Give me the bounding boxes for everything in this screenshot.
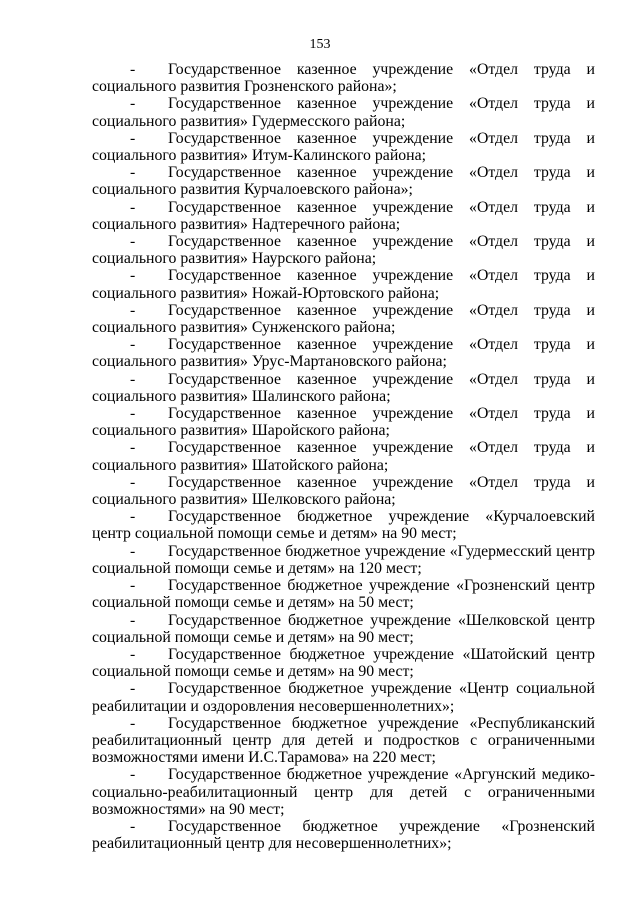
list-dash: - (130, 611, 136, 629)
list-dash: - (130, 198, 136, 216)
list-item-text: Государственное казенное учреждение «Отдел труда и социального развития» Урус-Мартановского района; (92, 336, 595, 371)
list-dash: - (130, 577, 136, 595)
list-dash: - (130, 95, 136, 113)
list-item-text: Государственное казенное учреждение «Отдел труда и социального развития» Шелковского района; (92, 473, 595, 509)
list-item-text: Государственное казенное учреждение «Отдел труда и социального развития» Шалинского района; (92, 370, 595, 405)
list-item (92, 130, 595, 164)
list-dash: - (130, 405, 136, 423)
list-item (92, 61, 595, 95)
list-item (92, 405, 595, 439)
list-item-text: Государственное бюджетное учреждение «Республиканский реабилитационный центр для детей и подростков с ограниченными возможностями имени И.С.Тарамова» на 220 мест; (92, 714, 595, 767)
list-item-text: Государственное бюджетное учреждение «Курчалоевский центр социальной помощи семье и детям» на 90 мест; (92, 508, 595, 543)
list-dash: - (130, 370, 136, 388)
list-dash: - (130, 164, 136, 182)
list-dash: - (130, 766, 136, 784)
list-item (92, 336, 595, 370)
list-item (92, 199, 595, 233)
list-dash: - (130, 267, 136, 285)
list-item-text: Государственное казенное учреждение «Отдел труда и социального развития Курчалоевского района»; (92, 164, 595, 199)
list-item (92, 646, 595, 680)
list-item (92, 543, 595, 577)
list-dash: - (130, 508, 136, 526)
list-item (92, 818, 595, 852)
list-item-text: Государственное казенное учреждение «Отдел труда и социального развития» Ножай-Юртовского района; (92, 267, 595, 302)
list-dash: - (130, 129, 136, 147)
list-item-text: Государственное казенное учреждение «Отдел труда и социального развития» Надтеречного района; (92, 198, 595, 233)
list-item-text: Государственное бюджетное учреждение «Грозненский центр социальной помощи семье и детям» на 50 мест; (92, 577, 595, 612)
list-item-text: Государственное бюджетное учреждение «Грозненский реабилитационный центр для несовершеннолетних»; (92, 817, 595, 853)
list-dash: - (130, 645, 136, 663)
document-body (92, 61, 595, 852)
list-item-text: Государственное бюджетное учреждение «Аргунский медико-социально-реабилитационный центр для детей с ограниченными возможностями» на 90 мест; (92, 766, 595, 818)
list-item (92, 766, 595, 818)
list-item-text: Государственное бюджетное учреждение «Шелковской центр социальной помощи семье и детям» на 90 мест; (92, 611, 595, 646)
list-item-text: Государственное бюджетное учреждение «Центр социальной реабилитации и оздоровления несовершеннолетних»; (92, 680, 595, 715)
list-item-text: Государственное казенное учреждение «Отдел труда и социального развития» Сунженского района; (92, 301, 595, 337)
list-item-text: Государственное бюджетное учреждение «Шатойский центр социальной помощи семье и детям» на 90 мест; (92, 645, 595, 681)
list-item (92, 439, 595, 473)
list-item (92, 577, 595, 611)
list-item-text: Государственное бюджетное учреждение «Гудермесский центр социальной помощи семье и детям» на 120 мест; (92, 542, 595, 577)
list-dash: - (130, 542, 136, 560)
list-dash: - (130, 61, 136, 78)
list-item (92, 95, 595, 129)
list-dash: - (130, 301, 136, 319)
list-item-text: Государственное казенное учреждение «Отдел труда и социального развития» Шаройского района; (92, 405, 595, 440)
list-item (92, 371, 595, 405)
list-item (92, 302, 595, 336)
list-dash: - (130, 473, 136, 491)
list-dash: - (130, 714, 136, 732)
list-dash: - (130, 817, 136, 835)
list-item (92, 474, 595, 508)
list-item-text: Государственное казенное учреждение «Отдел труда и социального развития» Итум-Калинского района; (92, 129, 595, 165)
list-item (92, 233, 595, 267)
page-number: 153 (309, 37, 331, 52)
list-dash: - (130, 336, 136, 354)
list-item (92, 680, 595, 714)
list-item-text: Государственное казенное учреждение «Отдел труда и социального развития» Наурского района; (92, 233, 595, 268)
list-item (92, 612, 595, 646)
list-item-text: Государственное казенное учреждение «Отдел труда и социального развития Грозненского района»; (92, 61, 595, 96)
list-dash: - (130, 680, 136, 698)
list-dash: - (130, 439, 136, 457)
list-item-text: Государственное казенное учреждение «Отдел труда и социального развития» Гудермесского района; (92, 95, 595, 130)
list-item-text: Государственное казенное учреждение «Отдел труда и социального развития» Шатойского района; (92, 439, 595, 474)
list-item (92, 715, 595, 767)
list-item (92, 267, 595, 301)
list-item (92, 508, 595, 542)
list-item (92, 164, 595, 198)
list-dash: - (130, 233, 136, 251)
